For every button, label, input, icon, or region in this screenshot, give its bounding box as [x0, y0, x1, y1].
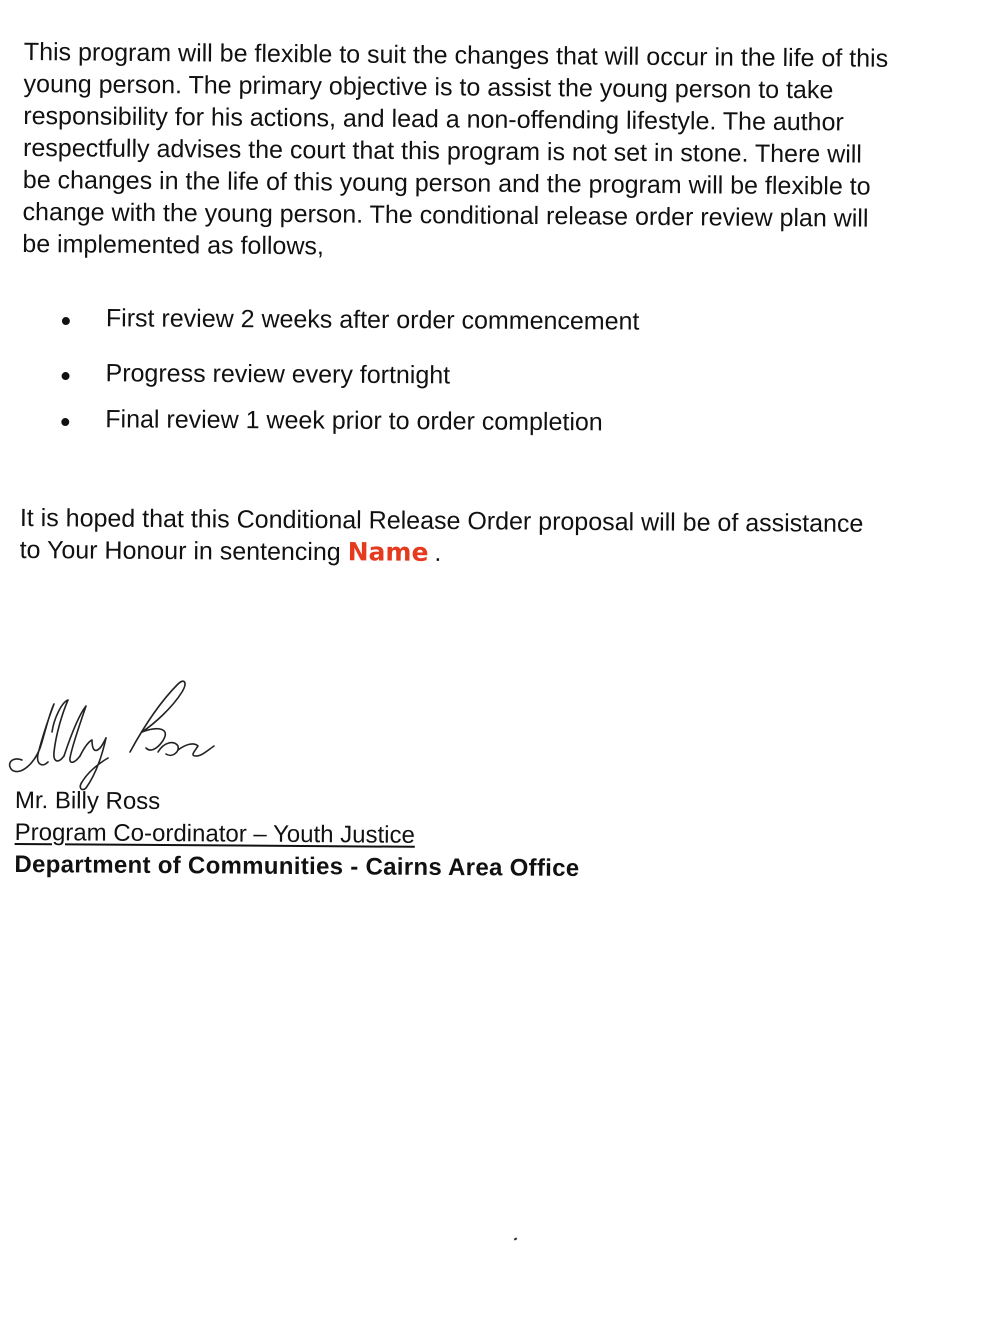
paragraph-line: be changes in the life of this young person and the program will be flexible to	[22, 165, 871, 201]
paragraph-line: change with the young person. The conditional release order review plan will	[22, 197, 869, 233]
bullet-icon	[62, 317, 70, 325]
bullet-icon	[62, 372, 70, 380]
signatory-title: Program Co-ordinator – Youth Justice	[14, 818, 415, 849]
closing-text: to Your Honour in sentencing	[19, 535, 348, 567]
paragraph-line: respectfully advises the court that this program is not set in stone. There will	[23, 133, 863, 169]
list-item	[59, 359, 759, 393]
paragraph-line: This program will be flexible to suit the changes that will occur in the life of this	[23, 37, 889, 73]
closing-paragraph	[20, 502, 980, 573]
review-item-label: Progress review every fortnight	[105, 359, 451, 390]
signatory-name: Mr. Billy Ross	[14, 786, 161, 816]
closing-period: .	[434, 538, 442, 567]
list-item	[59, 405, 759, 439]
scan-speck	[514, 1237, 518, 1240]
review-item-label: Final review 1 week prior to order completion	[105, 405, 603, 437]
paragraph-line: responsibility for his actions, and lead a non-offending lifestyle. The author	[23, 101, 844, 137]
signature-block	[14, 785, 580, 885]
paragraph-line: be implemented as follows,	[22, 229, 325, 261]
closing-line	[20, 534, 980, 573]
signatory-department: Department of Communities - Cairns Area Office	[14, 850, 580, 882]
intro-paragraph	[22, 36, 974, 267]
name-placeholder: Name	[347, 537, 429, 567]
handwritten-signature-icon	[2, 672, 232, 792]
review-item-label: First review 2 weeks after order commencement	[105, 304, 640, 336]
paragraph-line: young person. The primary objective is to assist the young person to take	[23, 69, 834, 105]
bullet-icon	[61, 418, 69, 426]
review-plan-list	[59, 304, 760, 439]
list-item	[60, 304, 760, 338]
closing-line: It is hoped that this Conditional Release Order proposal will be of assistance	[19, 503, 864, 538]
